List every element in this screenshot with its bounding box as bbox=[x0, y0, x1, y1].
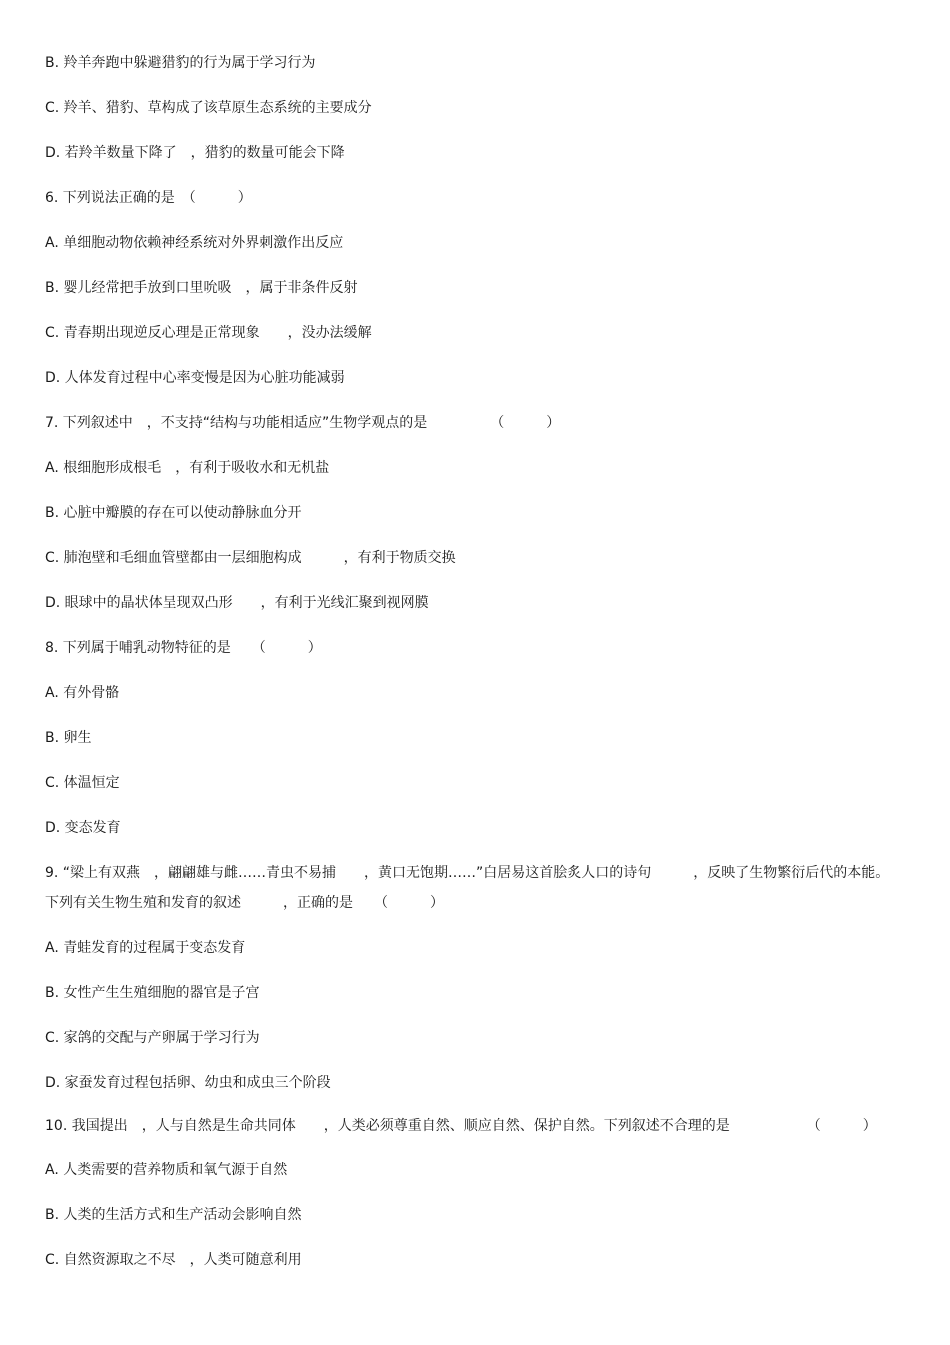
option-5d: D. 若羚羊数量下降了 ，猎豹的数量可能会下降 bbox=[45, 145, 345, 161]
question-8: 8. 下列属于哺乳动物特征的是 （ ） bbox=[45, 640, 322, 656]
option-6c: C. 青春期出现逆反心理是正常现象 ，没办法缓解 bbox=[45, 325, 372, 341]
option-8a: A. 有外骨骼 bbox=[45, 685, 120, 701]
question-6: 6. 下列说法正确的是 （ ） bbox=[45, 190, 252, 206]
option-7d: D. 眼球中的晶状体呈现双凸形 ，有利于光线汇聚到视网膜 bbox=[45, 595, 429, 611]
option-9a: A. 青蛙发育的过程属于变态发育 bbox=[45, 940, 246, 956]
option-6d: D. 人体发育过程中心率变慢是因为心脏功能减弱 bbox=[45, 370, 345, 386]
question-7: 7. 下列叙述中 ，不支持“结构与功能相适应”生物学观点的是 （ ） bbox=[45, 415, 561, 431]
option-8d: D. 变态发育 bbox=[45, 820, 121, 836]
option-7c: C. 肺泡壁和毛细血管壁都由一层细胞构成 ，有利于物质交换 bbox=[45, 550, 456, 566]
option-6a: A. 单细胞动物依赖神经系统对外界刺激作出反应 bbox=[45, 235, 344, 251]
option-10b: B. 人类的生活方式和生产活动会影响自然 bbox=[45, 1207, 302, 1223]
option-7a: A. 根细胞形成根毛 ，有利于吸收水和无机盐 bbox=[45, 460, 330, 476]
option-9b: B. 女性产生生殖细胞的器官是子宫 bbox=[45, 985, 260, 1001]
option-5c: C. 羚羊、猎豹、草构成了该草原生态系统的主要成分 bbox=[45, 100, 372, 116]
option-8b: B. 卵生 bbox=[45, 730, 92, 746]
option-9c: C. 家鸽的交配与产卵属于学习行为 bbox=[45, 1030, 260, 1046]
question-9: 9. “梁上有双燕 ，翩翩雄与雌……青虫不易捕 ，黄口无饱期……”白居易这首脍炙人口的诗句 ，反映了生物繁衍后代的本能。下列有关生物生殖和发育的叙述 ，正确的是 （ ） bbox=[45, 865, 890, 911]
option-9d: D. 家蚕发育过程包括卵、幼虫和成虫三个阶段 bbox=[45, 1075, 331, 1091]
option-6b: B. 婴儿经常把手放到口里吮吸 ，属于非条件反射 bbox=[45, 280, 358, 296]
option-8c: C. 体温恒定 bbox=[45, 775, 120, 791]
option-7b: B. 心脏中瓣膜的存在可以使动静脉血分开 bbox=[45, 505, 302, 521]
question-10: 10. 我国提出 ，人与自然是生命共同体 ，人类必须尊重自然、顺应自然、保护自然。下列叙述不合理的是 （ ） bbox=[45, 1118, 877, 1134]
option-10a: A. 人类需要的营养物质和氧气源于自然 bbox=[45, 1162, 288, 1178]
option-5b: B. 羚羊奔跑中躲避猎豹的行为属于学习行为 bbox=[45, 55, 316, 71]
option-10c: C. 自然资源取之不尽 ，人类可随意利用 bbox=[45, 1252, 302, 1268]
